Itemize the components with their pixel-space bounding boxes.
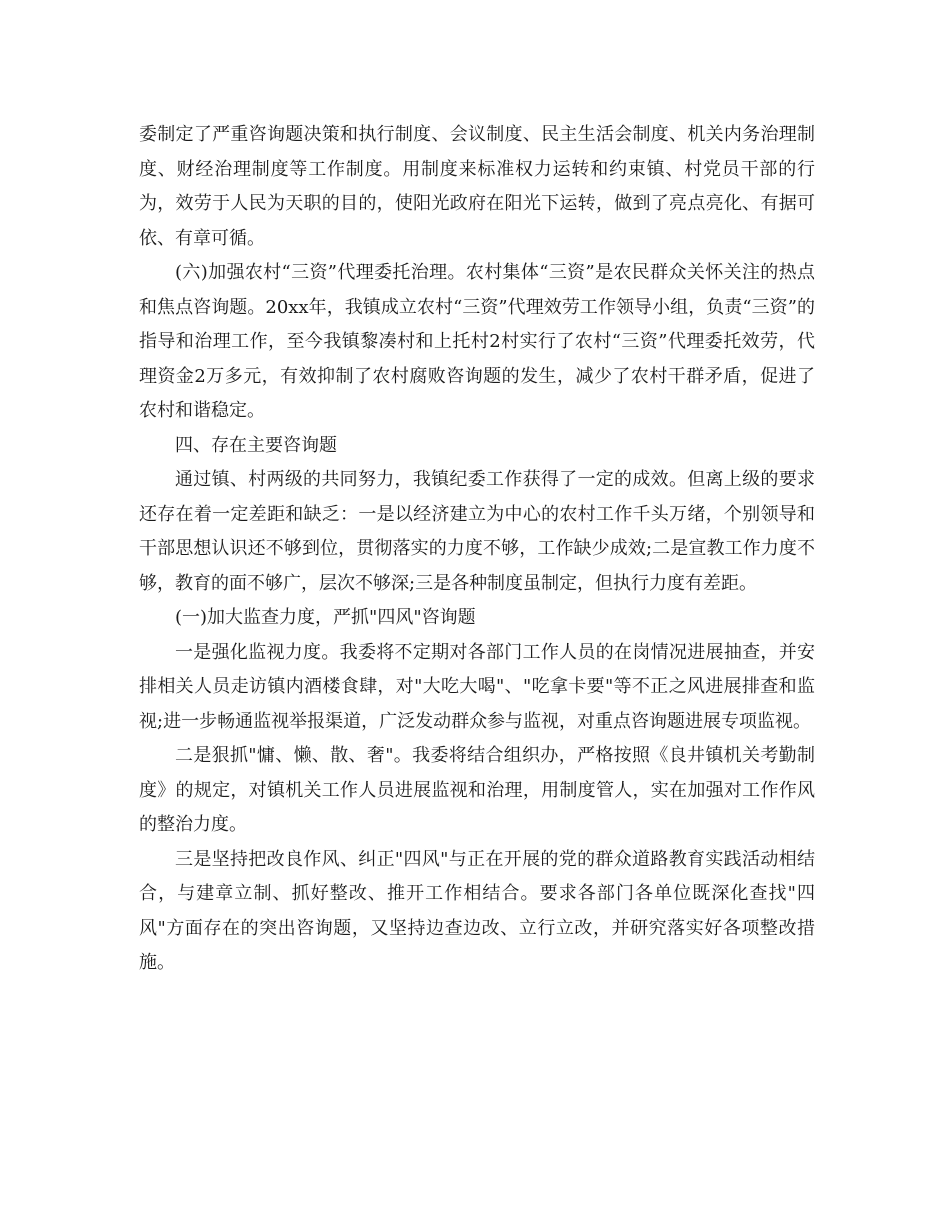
paragraph-three-assets: (六)加强农村“三资”代理委托治理。农村集体“三资”是农民群众关怀关注的热点和焦点咨询题。20xx年，我镇成立农村“三资”代理效劳工作领导小组，负责“三资”的指导和治理工作，至今我镇黎凑村和上托村2村实行了农村“三资”代理委托效劳，代理资金2万多元，有效抑制了农村腐败咨询题的发生，减少了农村干群矛盾，促进了农村和谐稳定。 [139, 262, 815, 421]
document-body [139, 118, 815, 981]
paragraph-third-measure: 三是坚持把改良作风、纠正"四风"与正在开展的党的群众道路教育实践活动相结合，与建章立制、抓好整改、推开工作相结合。要求各部门各单位既深化查找"四风"方面存在的突出咨询题，又坚持边查边改、立行立改，并研究落实好各项整改措施。 [139, 848, 815, 973]
section-heading-main-problems: 四、存在主要咨询题 [175, 434, 337, 456]
paragraph-continued-text: 委制定了严重咨询题决策和执行制度、会议制度、民主生活会制度、机关内务治理制度、财经治理制度等工作制度。用制度来标准权力运转和约束镇、村党员干部的行为，效劳于人民为天职的目的，使阳光政府在阳光下运转，做到了亮点亮化、有据可依、有章可循。 [139, 124, 815, 249]
paragraph-problems: 通过镇、村两级的共同努力，我镇纪委工作获得了一定的成效。但离上级的要求还存在着一定差距和缺乏：一是以经济建立为中心的农村工作千头万绪，个别领导和干部思想认识还不够到位，贯彻落实的力度不够，工作缺少成效;二是宣教工作力度不够，教育的面不够广，层次不够深;三是各种制度虽制定，但执行力度有差距。 [139, 469, 815, 594]
paragraph-second-measure: 二是狠抓"慵、懒、散、奢"。我委将结合组织办，严格按照《良井镇机关考勤制度》的规定，对镇机关工作人员进展监视和治理，用制度管人，实在加强对工作作风的整治力度。 [139, 745, 815, 835]
subheading-supervision: (一)加大监查力度，严抓"四风"咨询题 [175, 607, 476, 628]
paragraph-first-measure: 一是强化监视力度。我委将不定期对各部门工作人员的在岗情况进展抽查，并安排相关人员走访镇内酒楼食肆，对"大吃大喝"、"吃拿卡要"等不正之风进展排查和监视;进一步畅通监视举报渠道，广泛发动群众参与监视，对重点咨询题进展专项监视。 [139, 641, 815, 732]
